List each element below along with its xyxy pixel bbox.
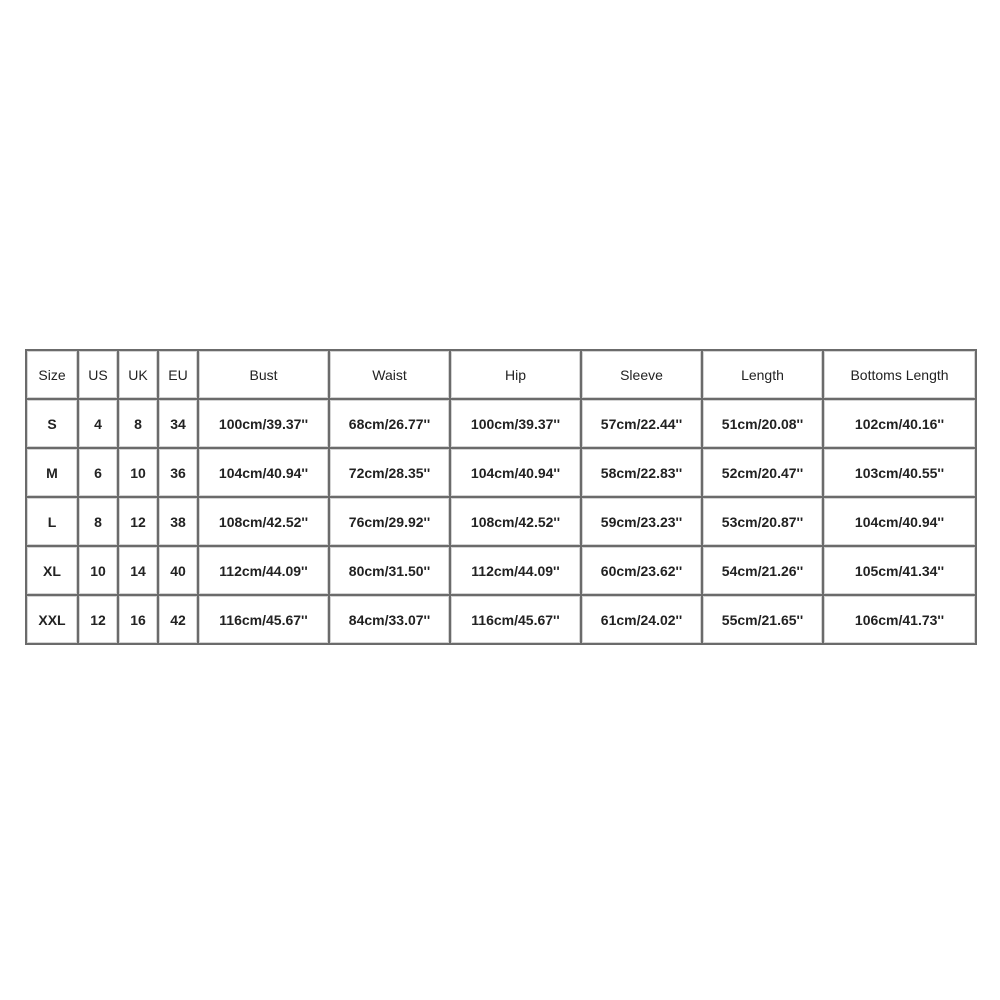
cell-uk: 12 (119, 498, 159, 547)
table-row (27, 498, 977, 547)
cell-hip: 108cm/42.52'' (451, 498, 582, 547)
cell-bottoms-length: 105cm/41.34'' (824, 547, 977, 596)
cell-size: XL (27, 547, 79, 596)
cell-eu: 42 (159, 596, 199, 645)
cell-us: 4 (79, 400, 119, 449)
cell-sleeve: 60cm/23.62'' (582, 547, 703, 596)
cell-bust: 112cm/44.09'' (199, 547, 330, 596)
cell-eu: 36 (159, 449, 199, 498)
cell-bust: 104cm/40.94'' (199, 449, 330, 498)
cell-hip: 100cm/39.37'' (451, 400, 582, 449)
cell-sleeve: 57cm/22.44'' (582, 400, 703, 449)
header-size: Size (27, 351, 79, 400)
cell-uk: 10 (119, 449, 159, 498)
header-hip: Hip (451, 351, 582, 400)
cell-hip: 116cm/45.67'' (451, 596, 582, 645)
header-bust: Bust (199, 351, 330, 400)
cell-size: S (27, 400, 79, 449)
cell-uk: 14 (119, 547, 159, 596)
cell-us: 10 (79, 547, 119, 596)
cell-eu: 34 (159, 400, 199, 449)
cell-eu: 40 (159, 547, 199, 596)
cell-sleeve: 58cm/22.83'' (582, 449, 703, 498)
cell-bust: 108cm/42.52'' (199, 498, 330, 547)
cell-length: 53cm/20.87'' (703, 498, 824, 547)
cell-waist: 80cm/31.50'' (330, 547, 451, 596)
header-us: US (79, 351, 119, 400)
cell-waist: 84cm/33.07'' (330, 596, 451, 645)
cell-size: M (27, 449, 79, 498)
table-row (27, 547, 977, 596)
cell-bottoms-length: 103cm/40.55'' (824, 449, 977, 498)
cell-waist: 76cm/29.92'' (330, 498, 451, 547)
cell-bust: 116cm/45.67'' (199, 596, 330, 645)
cell-length: 52cm/20.47'' (703, 449, 824, 498)
header-sleeve: Sleeve (582, 351, 703, 400)
cell-length: 55cm/21.65'' (703, 596, 824, 645)
table-row (27, 400, 977, 449)
cell-waist: 68cm/26.77'' (330, 400, 451, 449)
cell-uk: 8 (119, 400, 159, 449)
header-eu: EU (159, 351, 199, 400)
cell-bottoms-length: 104cm/40.94'' (824, 498, 977, 547)
header-length: Length (703, 351, 824, 400)
cell-us: 12 (79, 596, 119, 645)
cell-waist: 72cm/28.35'' (330, 449, 451, 498)
cell-us: 8 (79, 498, 119, 547)
cell-us: 6 (79, 449, 119, 498)
cell-length: 51cm/20.08'' (703, 400, 824, 449)
table-row (27, 449, 977, 498)
cell-length: 54cm/21.26'' (703, 547, 824, 596)
cell-uk: 16 (119, 596, 159, 645)
header-waist: Waist (330, 351, 451, 400)
header-bottoms-length: Bottoms Length (824, 351, 977, 400)
cell-eu: 38 (159, 498, 199, 547)
header-row (27, 351, 977, 400)
header-uk: UK (119, 351, 159, 400)
table-row (27, 596, 977, 645)
cell-bust: 100cm/39.37'' (199, 400, 330, 449)
size-chart-table (25, 349, 977, 645)
cell-bottoms-length: 102cm/40.16'' (824, 400, 977, 449)
cell-sleeve: 59cm/23.23'' (582, 498, 703, 547)
cell-size: L (27, 498, 79, 547)
cell-sleeve: 61cm/24.02'' (582, 596, 703, 645)
cell-size: XXL (27, 596, 79, 645)
cell-hip: 112cm/44.09'' (451, 547, 582, 596)
cell-bottoms-length: 106cm/41.73'' (824, 596, 977, 645)
cell-hip: 104cm/40.94'' (451, 449, 582, 498)
